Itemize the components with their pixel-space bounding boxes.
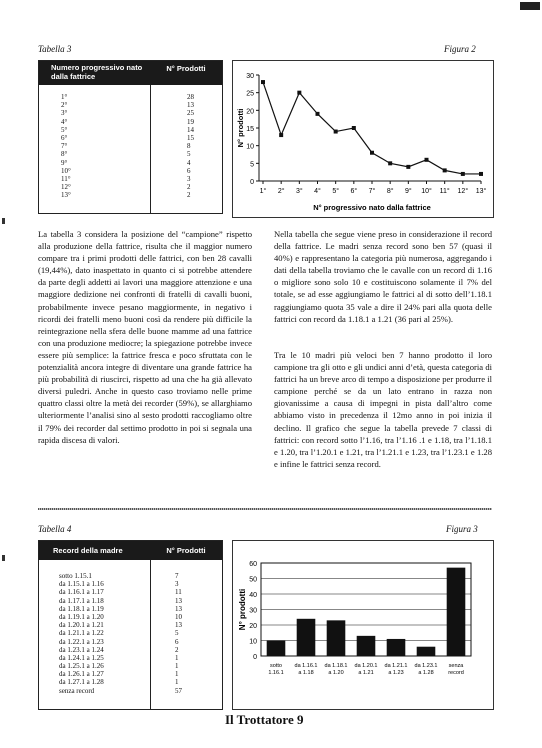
y-tick-label: 20 — [246, 108, 254, 116]
paragraph-right-1: Nella tabella che segue viene preso in considerazione il record della fattrice. Le madri senza record sono ben 57 (quasi il 40%) e rappresentano la categoria più numerosa, aggregando i dati della tabella troviamo che le cavalle con un record di 1.16 o migliore sono solo 10 e costituiscono solamente il 7% del totale, se ad esse aggiungiamo le fattrici al di sotto dell’1.18.1 raggiungiamo quota 35 vale a dire il 24% pari alla quota delle fattrici con record da 1.18.1 a 1.21 (36 pari al 25%). — [274, 229, 492, 324]
table-4-row-value: 1 — [175, 670, 179, 679]
table-4-row-value: 1 — [175, 662, 179, 671]
table-3-col1 — [39, 93, 149, 199]
table-4-row-value: 13 — [175, 621, 182, 630]
binding-mark — [2, 218, 5, 224]
x-tick-label: da 1.23.1 — [414, 663, 438, 669]
table-4-row-value: 1 — [175, 653, 179, 662]
x-tick-label: da 1.16.1 — [294, 663, 318, 669]
data-point — [443, 168, 447, 172]
x-tick-label: 12° — [457, 188, 469, 195]
x-tick-label: a 1.21 — [358, 670, 374, 676]
bar — [297, 619, 316, 656]
x-tick-label: 7° — [368, 188, 376, 195]
table-4-row-label: da 1.18.1 a 1.19 — [59, 604, 104, 613]
figure-3-caption: Figura 3 — [446, 524, 478, 534]
table-3-row-label: 13° — [61, 191, 71, 200]
figure-3-frame — [232, 540, 494, 710]
x-tick-label: 3° — [295, 188, 303, 195]
table-4 — [38, 540, 223, 710]
table-4-row-value: 2 — [175, 645, 179, 654]
table-3-row-value: 13 — [187, 101, 194, 110]
table-3-row-value: 19 — [187, 117, 194, 126]
bar — [387, 639, 406, 656]
table-4-row-label: da 1.15.1 a 1.16 — [59, 580, 104, 589]
table-3-row-label: 9° — [61, 158, 68, 167]
x-tick-label: 5° — [332, 188, 340, 195]
x-tick-label: 1° — [259, 188, 267, 195]
binding-mark — [2, 555, 5, 561]
table-3-row-value: 2 — [187, 183, 191, 192]
table-4-row-label: da 1.23.1 a 1.24 — [59, 645, 104, 654]
x-tick-label: 1.16.1 — [268, 670, 284, 676]
data-point — [261, 80, 265, 84]
figure-2-caption: Figura 2 — [444, 44, 476, 54]
table-3-row-value: 15 — [187, 133, 194, 142]
y-tick-label: 40 — [249, 592, 257, 599]
table-3-row-value: 5 — [187, 150, 191, 159]
table-4-row-label: da 1.21.1 a 1.22 — [59, 629, 104, 638]
table-4-row-label: da 1.22.1 a 1.23 — [59, 637, 104, 646]
table-4-body — [39, 560, 222, 695]
table-4-row-value: 1 — [175, 678, 179, 687]
bar — [357, 636, 376, 656]
x-tick-label: a 1.28 — [418, 670, 434, 676]
footer-title: Il Trottatore 9 — [225, 712, 304, 727]
x-tick-label: sotto — [270, 663, 282, 669]
table-3 — [38, 60, 223, 214]
section-divider — [38, 508, 492, 510]
figure-2-frame — [232, 60, 494, 218]
figure-2-line-chart — [233, 61, 493, 217]
table-3-col1-header: Numero progressivo nato dalla fattrice — [51, 63, 143, 81]
x-tick-label: 11° — [439, 188, 450, 195]
y-tick-label: 20 — [249, 623, 257, 630]
table-4-row-label: da 1.27.1 a 1.28 — [59, 678, 104, 687]
x-tick-label: da 1.21.1 — [384, 663, 408, 669]
table-4-row-value: 6 — [175, 637, 179, 646]
x-tick-label: 6° — [350, 188, 358, 195]
table-4-row-value: 3 — [175, 580, 179, 589]
bar — [417, 647, 436, 656]
table-3-row-value: 3 — [187, 174, 191, 183]
table-4-row-value: 5 — [175, 629, 179, 638]
data-point — [297, 91, 301, 95]
y-axis-label: N° prodotti — [238, 588, 247, 631]
bar — [327, 620, 346, 656]
table-3-row-label: 6° — [61, 133, 68, 142]
table-4-col1 — [39, 572, 157, 695]
y-tick-label: 25 — [246, 90, 254, 98]
y-tick-label: 5 — [250, 161, 254, 169]
x-tick-label: 13° — [475, 188, 487, 195]
table-3-row-value: 8 — [187, 142, 191, 151]
series-line — [263, 82, 481, 174]
table-4-row-value: 13 — [175, 604, 182, 613]
x-tick-label: 4° — [314, 188, 321, 195]
x-tick-label: 10° — [421, 188, 432, 195]
corner-mark — [520, 2, 540, 10]
x-tick-label: senza — [448, 663, 464, 669]
table-4-col2-header: N° Prodotti — [166, 546, 206, 555]
data-point — [461, 172, 465, 176]
data-point — [370, 151, 374, 155]
table-3-row-label: 4° — [61, 117, 68, 126]
y-tick-label: 0 — [250, 179, 254, 186]
figure-3-bar-chart — [233, 541, 493, 709]
table-3-header — [39, 61, 222, 85]
table-3-row-label: 12° — [61, 183, 71, 192]
data-point — [388, 161, 392, 165]
table-3-row-value: 25 — [187, 109, 194, 118]
bar — [447, 568, 466, 656]
data-point — [352, 126, 356, 130]
y-tick-label: 10 — [249, 638, 257, 646]
table-3-row-label: 1° — [61, 93, 68, 101]
x-axis-label: N° progressivo nato dalla fattrice — [313, 203, 431, 212]
table-4-row-label: sotto 1.15.1 — [59, 572, 92, 580]
table-3-row-label: 10° — [61, 166, 71, 175]
table-4-row-value: 10 — [175, 612, 182, 621]
table-3-row-value: 4 — [187, 158, 191, 167]
table-3-col2 — [149, 93, 194, 199]
paragraph-right-2: Tra le 10 madri più veloci ben 7 hanno prodotto il loro campione tra gli otto e gli undici anni d’età, questa categoria di fattrici ha un breve arco di tempo a disposizione per produrre il campione perché se da un lato entrano in razza non giovanissime a causa di impegni in pista dall’altro come abbiamo visto in precedenza il 12mo anno in poi inizia il declino. Il grafico che segue la tabella prevede 7 classi di fattrici: con record sotto l’1.16, tra l’1.16 .1 e 1.18, tra l’1.18.1 e 1.20, tra l’1.20.1 e 1.21, tra l’1.21.1 e 1.23, tra l’1.23.1 e 1.28 e infine le fattrici senza record. — [274, 350, 492, 469]
data-point — [425, 158, 429, 162]
x-tick-label: 8° — [386, 188, 394, 195]
table-4-caption: Tabella 4 — [38, 524, 72, 534]
data-point — [316, 112, 320, 116]
x-tick-label: da 1.20.1 — [354, 663, 378, 669]
x-tick-label: da 1.18.1 — [324, 663, 348, 669]
table-4-row-value: 7 — [175, 572, 179, 580]
y-tick-label: 60 — [249, 561, 257, 568]
x-tick-label: 9° — [404, 188, 412, 195]
y-tick-label: 15 — [246, 126, 254, 133]
table-3-row-value: 28 — [187, 93, 194, 101]
table-4-row-label: da 1.16.1 a 1.17 — [59, 588, 104, 597]
table-4-row-label: da 1.25.1 a 1.26 — [59, 662, 104, 671]
table-3-row-label: 5° — [61, 125, 68, 134]
table-4-header — [39, 541, 222, 560]
table-3-col2-header: N° Prodotti — [166, 64, 206, 73]
x-tick-label: a 1.20 — [328, 670, 344, 676]
table-3-body — [39, 85, 222, 199]
y-axis-label: N° prodotti — [236, 108, 245, 148]
table-3-row-value: 14 — [187, 125, 194, 134]
bar — [267, 641, 286, 657]
data-point — [406, 165, 410, 169]
table-3-row-label: 7° — [61, 142, 68, 151]
table-4-row-label: da 1.19.1 a 1.20 — [59, 612, 104, 621]
table-4-row-label: da 1.20.1 a 1.21 — [59, 621, 104, 630]
table-4-row-label: senza record — [59, 686, 95, 695]
data-point — [279, 133, 283, 137]
x-tick-label: 2° — [277, 188, 285, 195]
table-3-caption: Tabella 3 — [38, 44, 72, 54]
y-tick-label: 30 — [246, 73, 254, 80]
data-point — [334, 130, 338, 134]
paragraph-left: La tabella 3 considera la posizione del “campione” rispetto alla produzione della fattrice, risulta che il maggior numero compare tra i primi prodotti delle fattrici, con ben 28 cavalli (19,44%), dato inaspettato in quanto ci si potrebbe attendere da parte degli addetti ai lavori una maggiore attenzione e una maggiore dedizione nei confronti di fratelli di cavalli buoni, probabilmente invece pesano maggiormente, in negativo i ricordi dei fratelli meno buoni così da rendere più difficile la reintegrazione nella sfera delle buone mamme ad una fattrice con una produzione mediocre; la spiegazione potrebbe invece essere più semplice: la fattrice fresca e poco sfruttata con le potenzialità ancora integre di diventare una grande fattrice ha più probabilità di riuscirci, rispetto ad una che ha già allevato diversi puledri. Anche in questo caso troviamo nelle prime quattro classi oltre la metà dei recorder (59%), se allarghiamo ulteriormente l’analisi sino al sesto prodotti raccogliamo oltre il 79% dei recorder dal settimo prodotto in poi si segnala una rapida discesa di valori. — [38, 229, 252, 445]
table-4-col1-header: Record della madre — [53, 546, 123, 555]
table-4-row-value: 57 — [175, 686, 182, 695]
x-tick-label: a 1.18 — [298, 670, 314, 676]
table-3-row-label: 11° — [61, 174, 71, 183]
table-4-row-label: da 1.24.1 a 1.25 — [59, 653, 104, 662]
data-point — [479, 172, 483, 176]
y-tick-label: 0 — [253, 654, 257, 661]
table-3-row-value: 6 — [187, 166, 191, 175]
x-tick-label: record — [448, 670, 464, 676]
table-4-row-value: 13 — [175, 596, 182, 605]
y-tick-label: 30 — [249, 607, 257, 615]
table-3-row-label: 2° — [61, 101, 68, 110]
table-4-row-label: da 1.17.1 a 1.18 — [59, 596, 104, 605]
y-tick-label: 50 — [249, 576, 257, 584]
table-4-row-value: 11 — [175, 588, 182, 597]
table-3-row-value: 2 — [187, 191, 191, 200]
table-3-row-label: 8° — [61, 150, 68, 159]
y-tick-label: 10 — [246, 143, 254, 151]
table-4-row-label: da 1.26.1 a 1.27 — [59, 670, 104, 679]
table-3-row-label: 3° — [61, 109, 68, 118]
table-4-col2 — [157, 572, 182, 695]
x-tick-label: a 1.23 — [388, 670, 404, 676]
